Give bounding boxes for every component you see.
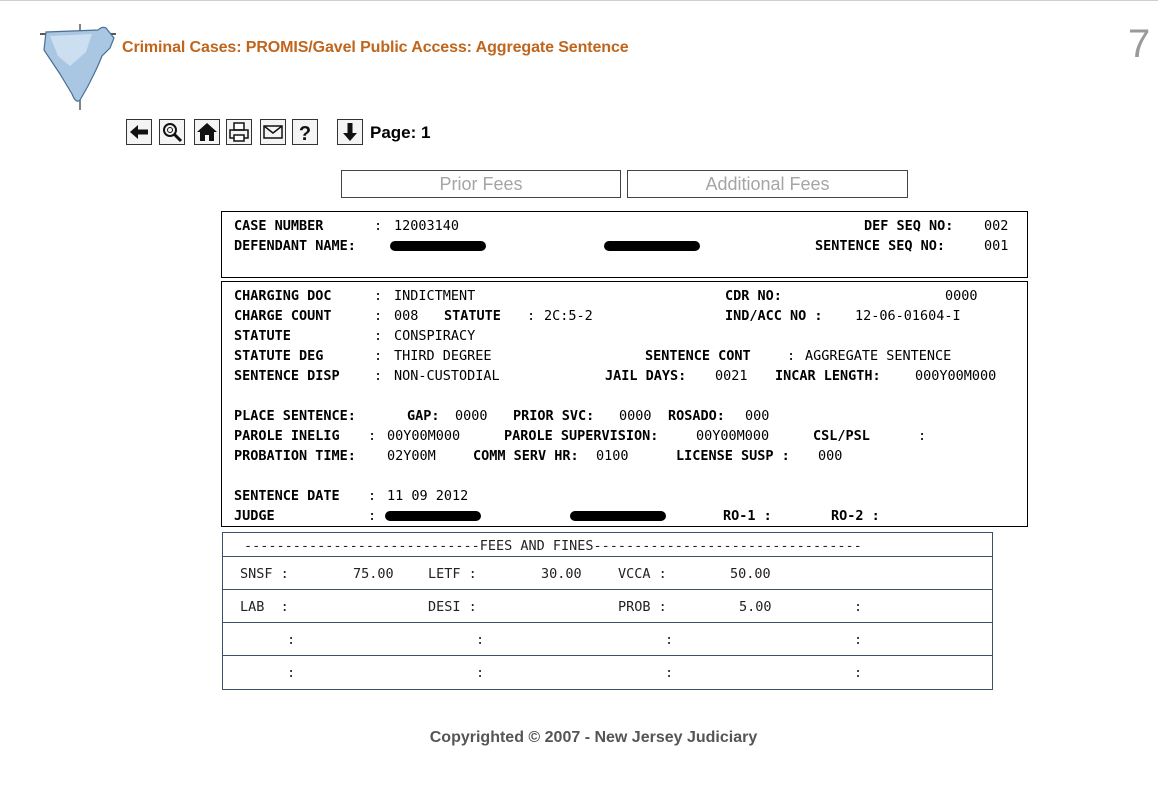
ind-acc-label: IND/ACC NO : [725, 308, 823, 324]
search-button[interactable] [159, 119, 185, 145]
statute-code-value: 2C:5-2 [544, 308, 593, 324]
page-title: Criminal Cases: PROMIS/Gavel Public Access: Aggregate Sentence [122, 39, 629, 56]
fee-value: 30.00 [541, 566, 582, 582]
fee-label: : [287, 632, 296, 648]
prior-svc-value: 0000 [619, 408, 652, 424]
redacted-name [390, 241, 486, 251]
prior-svc-label: PRIOR SVC: [513, 408, 595, 424]
back-button[interactable] [126, 119, 152, 145]
fee-label: VCCA : [618, 566, 667, 582]
fee-label: : [665, 665, 674, 681]
prior-fees-button[interactable]: Prior Fees [341, 170, 621, 198]
sentence-date-value: 11 09 2012 [387, 488, 469, 504]
csl-psl-label: CSL/PSL [813, 428, 870, 444]
fee-label: : [665, 632, 674, 648]
charging-doc-label: CHARGING DOC [234, 288, 332, 304]
fee-label: : [476, 632, 485, 648]
case-number-label: CASE NUMBER [234, 218, 324, 234]
gap-value: 0000 [455, 408, 488, 424]
page-indicator: Page: 1 [370, 123, 431, 142]
cdr-no-label: CDR NO: [725, 288, 782, 304]
sentence-date-label: SENTENCE DATE [234, 488, 340, 504]
defendant-name-label: DEFENDANT NAME: [234, 238, 356, 254]
parole-inelig-label: PAROLE INELIG [234, 428, 340, 444]
redacted-name [604, 241, 700, 251]
home-button[interactable] [194, 119, 220, 145]
redacted-judge-name [385, 511, 481, 521]
redacted-judge-name [570, 511, 666, 521]
top-border [0, 0, 1158, 1]
table-row [223, 589, 992, 622]
fee-label: LETF : [428, 566, 477, 582]
cdr-no-value: 0000 [945, 288, 978, 304]
fee-label: : [287, 665, 296, 681]
page-down-button[interactable] [337, 119, 363, 145]
parole-inelig-value: 00Y00M000 [387, 428, 461, 444]
fee-label: LAB : [240, 599, 289, 615]
fee-label: : [476, 665, 485, 681]
fee-value: 75.00 [353, 566, 394, 582]
rosado-label: ROSADO: [668, 408, 725, 424]
gap-label: GAP: [407, 408, 440, 424]
charge-count-label: CHARGE COUNT [234, 308, 332, 324]
fees-and-fines-table [222, 532, 993, 690]
colon: : [374, 308, 383, 324]
parole-supervision-label: PAROLE SUPERVISION: [504, 428, 659, 444]
ro1-label: RO-1 : [723, 508, 772, 524]
colon: : [374, 328, 383, 344]
fee-label: SNSF : [240, 566, 289, 582]
def-seq-label: DEF SEQ NO: [864, 218, 954, 234]
colon: : [527, 308, 536, 324]
statute-code-label: STATUTE [444, 308, 501, 324]
help-button[interactable] [292, 119, 318, 145]
statute-label: STATUTE [234, 328, 291, 344]
fee-label: : [854, 599, 863, 615]
fee-label: : [854, 665, 863, 681]
charging-doc-value: INDICTMENT [394, 288, 476, 304]
sentence-cont-value: AGGREGATE SENTENCE [805, 348, 952, 364]
statute-deg-label: STATUTE DEG [234, 348, 324, 364]
sentence-seq-value: 001 [984, 238, 1009, 254]
corner-mark: 7 [1128, 22, 1151, 66]
email-button[interactable] [260, 119, 286, 145]
license-susp-value: 000 [818, 448, 843, 464]
colon: : [368, 428, 377, 444]
sentence-cont-label: SENTENCE CONT [645, 348, 751, 364]
jail-days-label: JAIL DAYS: [605, 368, 687, 384]
ro2-label: RO-2 : [831, 508, 880, 524]
license-susp-label: LICENSE SUSP : [676, 448, 790, 464]
case-number-value: 12003140 [394, 218, 460, 234]
statute-deg-value: THIRD DEGREE [394, 348, 492, 364]
svg-text:?: ? [298, 123, 312, 144]
comm-serv-label: COMM SERV HR: [473, 448, 579, 464]
colon: : [374, 288, 383, 304]
sentence-seq-label: SENTENCE SEQ NO: [815, 238, 946, 254]
jail-days-value: 0021 [715, 368, 748, 384]
probation-time-label: PROBATION TIME: [234, 448, 356, 464]
ind-acc-value: 12-06-01604-I [855, 308, 961, 324]
rosado-value: 000 [745, 408, 770, 424]
fee-value: 50.00 [730, 566, 771, 582]
colon: : [787, 348, 796, 364]
table-row [223, 622, 992, 655]
incar-length-value: 000Y00M000 [915, 368, 997, 384]
print-button[interactable] [226, 119, 252, 145]
table-row [223, 655, 992, 690]
statute-value: CONSPIRACY [394, 328, 476, 344]
fee-label: DESI : [428, 599, 477, 615]
colon: : [918, 428, 927, 444]
probation-time-value: 02Y00M [387, 448, 436, 464]
table-row [223, 556, 992, 589]
judge-label: JUDGE [234, 508, 275, 524]
incar-length-label: INCAR LENGTH: [775, 368, 881, 384]
additional-fees-button[interactable]: Additional Fees [627, 170, 908, 198]
case-header-panel [221, 211, 1028, 278]
def-seq-value: 002 [984, 218, 1009, 234]
colon: : [374, 218, 383, 234]
colon: : [368, 508, 377, 524]
sentence-disp-label: SENTENCE DISP [234, 368, 340, 384]
fee-label: : [854, 632, 863, 648]
comm-serv-value: 0100 [596, 448, 629, 464]
fee-label: PROB : [618, 599, 667, 615]
charge-count-value: 008 [394, 308, 419, 324]
nj-judiciary-logo [36, 22, 122, 112]
colon: : [374, 348, 383, 364]
fees-heading: -----------------------------FEES AND FINES--------------------------------- [244, 538, 862, 554]
copyright-footer: Copyrighted © 2007 - New Jersey Judiciary [429, 729, 758, 746]
colon: : [368, 488, 377, 504]
place-sentence-label: PLACE SENTENCE: [234, 408, 356, 424]
sentence-disp-value: NON-CUSTODIAL [394, 368, 500, 384]
colon: : [374, 368, 383, 384]
parole-supervision-value: 00Y00M000 [696, 428, 770, 444]
sentence-details-panel [221, 281, 1028, 527]
fee-value: 5.00 [739, 599, 772, 615]
